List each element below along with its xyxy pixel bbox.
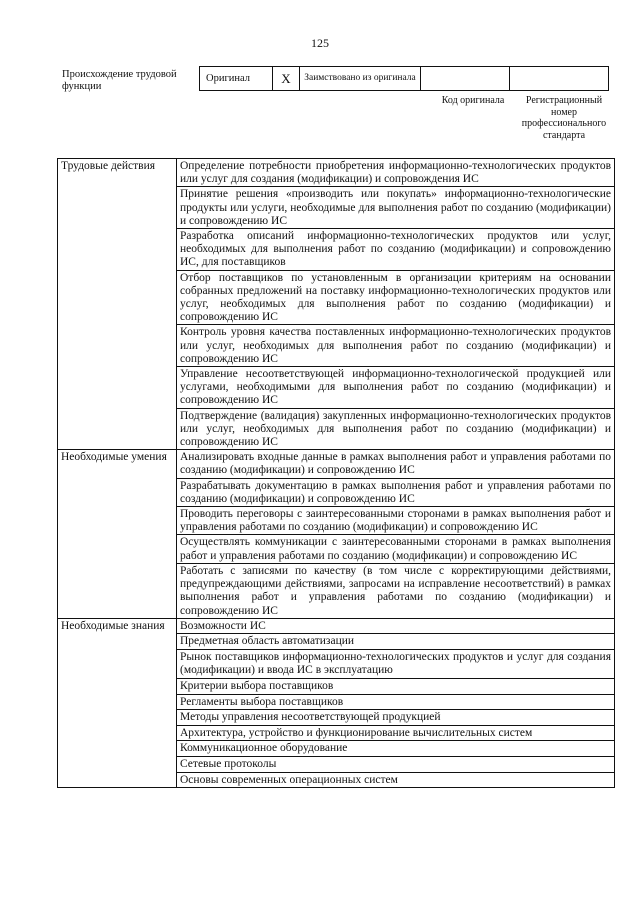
function-table: [57, 158, 615, 788]
section-item: Основы современных операционных систем: [177, 772, 615, 788]
section-item: Архитектура, устройство и функционирование вычислительных систем: [177, 725, 615, 741]
section-item: Разрабатывать документацию в рамках выполнения работ и управления работами по созданию (модификации) и сопровождению ИС: [177, 478, 615, 506]
table-row: [58, 450, 615, 478]
borrowed-label: Заимствовано из оригинала: [300, 67, 421, 91]
section-item: Разработка описаний информационно-технологических продуктов или услуг, необходимых для выполнения работ по созданию (модификации) и сопровождению ИС, для поставщиков: [177, 229, 615, 271]
section-item: Контроль уровня качества поставленных информационно-технологических продуктов или услуг, необходимых для выполнения работ по созданию (модификации) и сопровождению ИС: [177, 325, 615, 367]
origin-row: [200, 67, 609, 91]
section-item: Работать с записями по качеству (в том числе с корректирующими действиями, предупреждающими действиями, запросами на исправление несоответствий) в рамках выполнения работ и управления работами по созданию (модификации) и сопровождению ИС: [177, 563, 615, 618]
original-mark: X: [273, 67, 300, 91]
section-item: Определение потребности приобретения информационно-технологических продуктов или услуг для создания (модификации) и сопровождения ИС: [177, 159, 615, 187]
section-item: Принятие решения «производить или покупать» информационно-технологические продукты или услуги, необходимые для выполнения работ по созданию (модификации) и сопровождению ИС: [177, 187, 615, 229]
section-item: Подтверждение (валидация) закупленных информационно-технологических продуктов или услуг, необходимых для выполнения работ по созданию (модификации) и сопровождению ИС: [177, 408, 615, 450]
section-category: Необходимые умения: [58, 450, 177, 618]
original-code-caption: Код оригинала: [441, 95, 505, 106]
table-row: [58, 618, 615, 634]
section-item: Управление несоответствующей информационно-технологической продукцией или услугами, необходимыми для выполнения работ по созданию (модификации) и сопровождению ИС: [177, 367, 615, 409]
original-label: Оригинал: [200, 67, 273, 91]
section-item: Методы управления несоответствующей продукцией: [177, 710, 615, 726]
section-item: Осуществлять коммуникации с заинтересованными сторонами в рамках выполнения работ и управления работами по созданию (модификации) и сопровождению ИС: [177, 535, 615, 563]
section-item: Проводить переговоры с заинтересованными сторонами в рамках выполнения работ и управления работами по созданию (модификации) и сопровождению ИС: [177, 507, 615, 535]
section-item: Сетевые протоколы: [177, 757, 615, 773]
registration-number-cell: [510, 67, 609, 91]
section-category: Трудовые действия: [58, 159, 177, 450]
section-item: Регламенты выбора поставщиков: [177, 694, 615, 710]
section-item: Критерии выбора поставщиков: [177, 679, 615, 695]
original-code-cell: [421, 67, 510, 91]
section-item: Анализировать входные данные в рамках выполнения работ и управления работами по созданию (модификации) и сопровождению ИС: [177, 450, 615, 478]
registration-number-caption: Регистрационный номер профессионального стандарта: [521, 95, 607, 141]
origin-table: [199, 66, 609, 91]
section-item: Рынок поставщиков информационно-технологических продуктов и услуг для создания (модификации) и ввода ИС в эксплуатацию: [177, 649, 615, 678]
section-category: Необходимые знания: [58, 618, 177, 788]
table-row: [58, 159, 615, 187]
page-number: 125: [311, 36, 329, 50]
origin-label: Происхождение трудовой функции: [62, 69, 177, 92]
section-item: Возможности ИС: [177, 618, 615, 634]
function-table-body: [58, 159, 615, 788]
section-item: Отбор поставщиков по установленным в организации критериям на основании собранных предложений на поставку информационно-технологических продуктов или услуг, необходимых для выполнения работ по созданию (модификации) и сопровождению ИС: [177, 270, 615, 325]
section-item: Предметная область автоматизации: [177, 634, 615, 650]
section-item: Коммуникационное оборудование: [177, 741, 615, 757]
